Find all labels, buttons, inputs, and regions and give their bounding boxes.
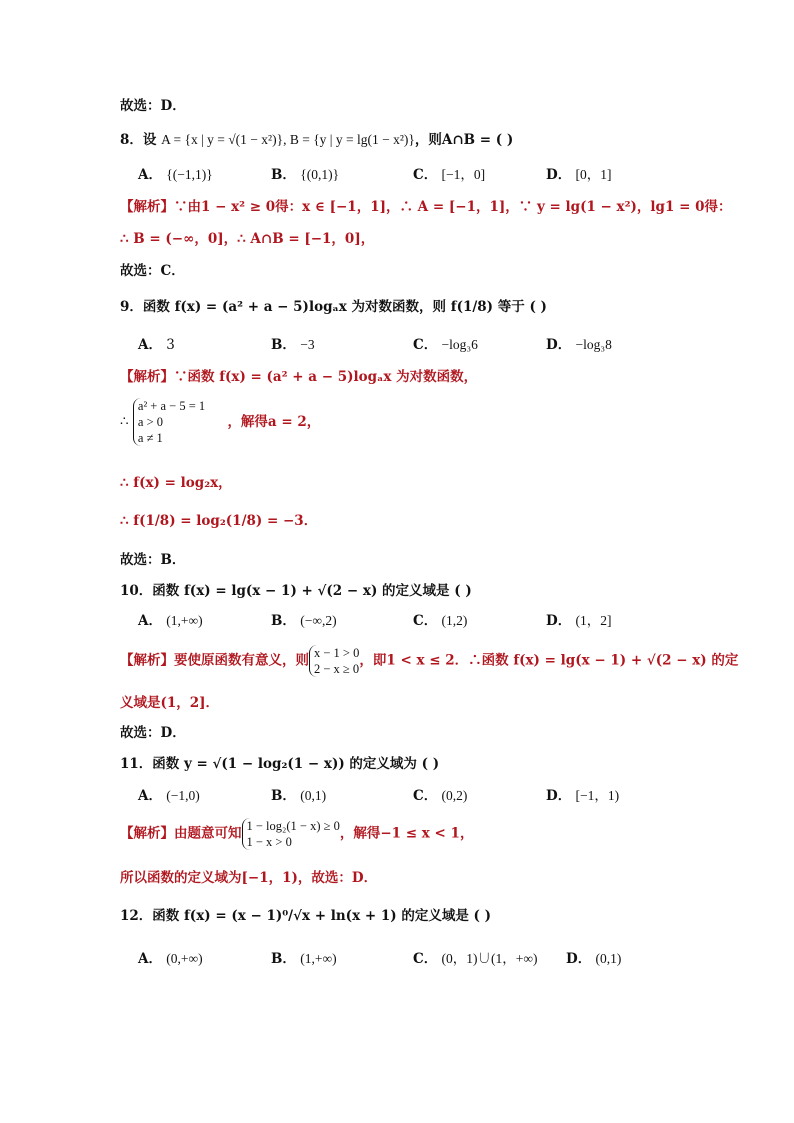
q11-solution-2: 所以函数的定义域为[−1，1)，故选：D．	[120, 870, 378, 886]
q9-option-d: D． −log₃8	[546, 337, 612, 353]
q12-option-c: C． (0，1)∪(1，+∞)	[413, 951, 538, 967]
q8-set-b: , B = {y | y = lg(1 − x²)}	[283, 132, 415, 147]
q9-system-line: ∴ a² + a − 5 = 1 a > 0 a ≠ 1 ，解得a = 2，	[120, 399, 321, 445]
q12-option-d: D． (0,1)	[566, 951, 622, 967]
q9-solution-3: ∴ f(x) = log₂x，	[120, 475, 232, 491]
q10-option-d: D． (1，2]	[546, 613, 612, 629]
q8-option-b: B． {(0,1)}	[271, 167, 340, 183]
q8-stem	[120, 131, 513, 149]
q11-option-a: A． (−1,0)	[138, 788, 200, 804]
q9-system: a² + a − 5 = 1 a > 0 a ≠ 1	[133, 398, 205, 446]
q11-system: 1 − log₂(1 − x) ≥ 0 1 − x > 0	[242, 818, 340, 850]
q9-option-b: B． −3	[271, 337, 315, 353]
q10-stem: 10．函数 f(x) = lg(x − 1) + √(2 − x) 的定义域是 ( )	[120, 583, 472, 599]
q10-system: x − 1 > 0 2 − x ≥ 0	[309, 645, 359, 677]
q9-solution-4: ∴ f(1/8) = log₂(1/8) = −3．	[120, 513, 318, 529]
q10-option-a: A． (1,+∞)	[138, 613, 203, 629]
q8-option-c: C． [−1，0]	[413, 167, 486, 183]
q8-option-d: D． [0，1]	[546, 167, 612, 183]
q11-stem: 11．函数 y = √(1 − log₂(1 − x)) 的定义域为 ( )	[120, 756, 440, 772]
q8-solution-1: 【解析】∵由1 − x² ≥ 0得：x ∈ [−1，1]，∴ A = [−1，1]，∵ y = lg(1 − x²)，lg1 = 0得：	[120, 199, 732, 215]
q7-answer: 故选：D．	[120, 98, 186, 114]
q9-stem: 9．函数 f(x) = (a² + a − 5)logₐx 为对数函数，则 f(1/8) 等于 ( )	[120, 299, 547, 315]
q8-pre: 设	[142, 132, 157, 148]
q10-answer: 故选：D．	[120, 725, 186, 741]
q10-solution-2: 义域是(1，2]．	[120, 695, 220, 711]
q9-option-a: A． 3	[138, 337, 175, 353]
q8-answer: 故选：C．	[120, 263, 185, 279]
q9-option-c: C． −log₃6	[413, 337, 478, 353]
q12-stem: 12．函数 f(x) = (x − 1)⁰/√x + ln(x + 1) 的定义域是 ( )	[120, 908, 491, 924]
q8-option-a: A． {(−1,1)}	[138, 167, 213, 183]
q11-option-d: D． [−1，1)	[546, 788, 620, 804]
q12-option-b: B． (1,+∞)	[271, 951, 337, 967]
q10-option-c: C． (1,2)	[413, 613, 468, 629]
q11-solution-1: 【解析】由题意可知 1 − log₂(1 − x) ≥ 0 1 − x > 0 ，解得−1 ≤ x < 1，	[120, 819, 474, 849]
q9-answer: 故选：B．	[120, 552, 186, 568]
q11-option-c: C． (0,2)	[413, 788, 468, 804]
q12-option-a: A． (0,+∞)	[138, 951, 203, 967]
q10-option-b: B． (−∞,2)	[271, 613, 337, 629]
q8-post: ，则A∩B = ( )	[414, 132, 514, 148]
q11-option-b: B． (0,1)	[271, 788, 327, 804]
q8-set-a: A = {x | y = √(1 − x²)}	[161, 132, 284, 147]
q8-number: 8．	[120, 132, 143, 148]
q8-solution-2: ∴ B = (−∞，0]，∴ A∩B = [−1，0]，	[120, 231, 375, 247]
q9-solution-1: 【解析】∵函数 f(x) = (a² + a − 5)logₐx 为对数函数，	[120, 369, 478, 385]
q10-solution-1: 【解析】要使原函数有意义，则 x − 1 > 0 2 − x ≥ 0 ，即1 < x ≤ 2．∴函数 f(x) = lg(x − 1) + √(2 − x) 的定	[120, 646, 739, 676]
